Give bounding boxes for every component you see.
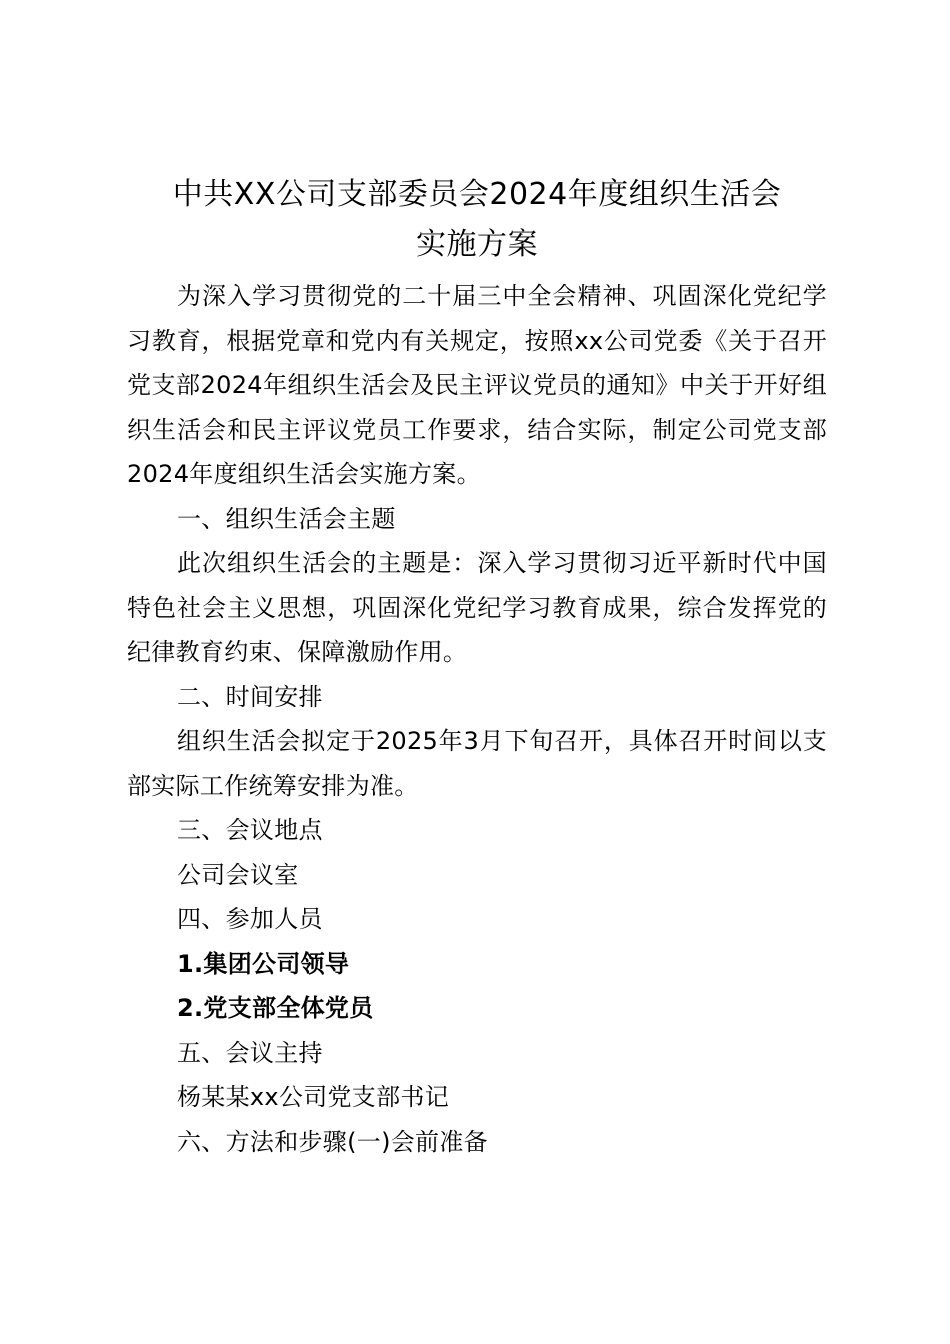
section-3-body: 公司会议室 xyxy=(177,860,299,889)
section-4-item-1: 1.集团公司领导 xyxy=(177,949,350,978)
section-3-heading: 三、会议地点 xyxy=(177,816,323,844)
section-5-body: 杨某某xx公司党支部书记 xyxy=(177,1083,450,1111)
section-5-heading: 五、会议主持 xyxy=(177,1038,323,1067)
document-title xyxy=(127,170,827,270)
section-2-heading: 二、时间安排 xyxy=(177,682,323,711)
title-line-2: 实施方案 xyxy=(416,227,538,262)
title-line-1: 中共XX公司支部委员会2024年度组织生活会 xyxy=(172,177,782,212)
section-4-item-2: 2.党支部全体党员 xyxy=(177,994,374,1022)
section-4-heading: 四、参加人员 xyxy=(177,905,323,933)
intro-paragraph: 为深入学习贯彻党的二十届三中全会精神、巩固深化党纪学习教育，根据党章和党内有关规定，按照xx公司党委《关于召开党支部2024年组织生活会及民主评议党员的通知》中关于开好组织生活会和民主评议党员工作要求，结合实际，制定公司党支部2024年度组织生活会实施方案。 xyxy=(127,282,827,488)
section-1-body: 此次组织生活会的主题是：深入学习贯彻习近平新时代中国特色社会主义思想，巩固深化党纪学习教育成果，综合发挥党的纪律教育约束、保障激励作用。 xyxy=(127,549,827,666)
section-1-heading: 一、组织生活会主题 xyxy=(177,504,396,533)
section-6-heading: 六、方法和步骤(一)会前准备 xyxy=(177,1127,488,1156)
document-page xyxy=(127,170,827,1164)
section-2-body: 组织生活会拟定于2025年3月下旬召开，具体召开时间以支部实际工作统筹安排为准。 xyxy=(127,727,827,800)
